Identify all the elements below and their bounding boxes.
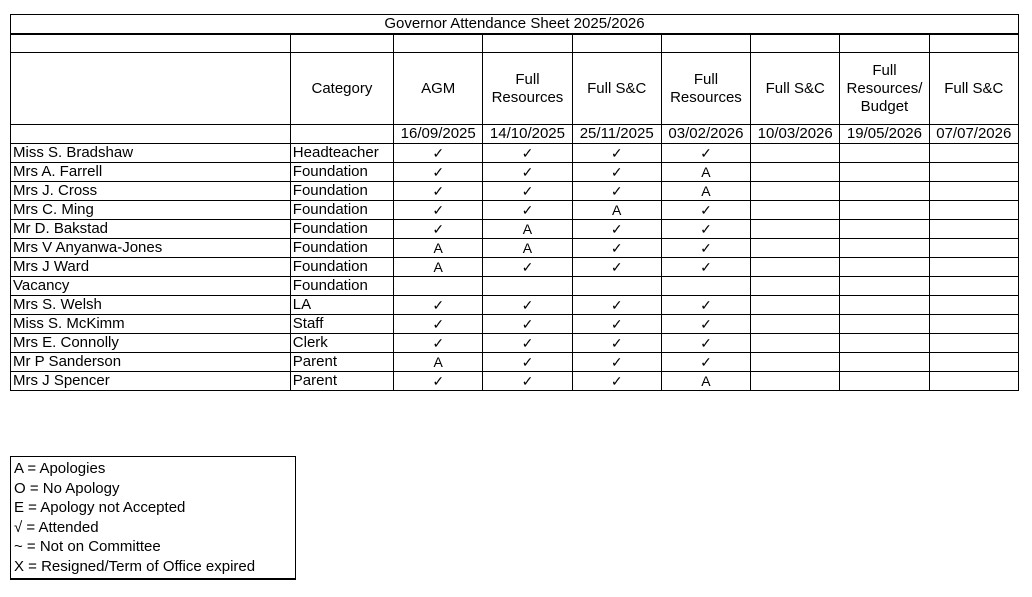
member-category: LA xyxy=(290,296,393,315)
meeting-date: 19/05/2026 xyxy=(840,125,929,144)
meeting-date: 03/02/2026 xyxy=(661,125,750,144)
member-name: Mr D. Bakstad xyxy=(11,220,291,239)
attendance-mark xyxy=(840,277,929,296)
member-row xyxy=(11,182,1019,201)
attendance-mark xyxy=(840,201,929,220)
attendance-mark: ✓ xyxy=(394,201,483,220)
attendance-mark xyxy=(751,163,840,182)
meeting-date: 16/09/2025 xyxy=(394,125,483,144)
attendance-mark: A xyxy=(661,372,750,391)
attendance-mark: ✓ xyxy=(572,353,661,372)
attendance-mark xyxy=(840,163,929,182)
attendance-mark: A xyxy=(394,353,483,372)
legend-item: O = No Apology xyxy=(14,479,120,497)
attendance-mark xyxy=(751,372,840,391)
legend-item: A = Apologies xyxy=(14,460,106,477)
attendance-mark: ✓ xyxy=(661,239,750,258)
member-category: Foundation xyxy=(290,182,393,201)
member-row xyxy=(11,258,1019,277)
attendance-mark: A xyxy=(483,220,572,239)
attendance-mark: ✓ xyxy=(661,144,750,163)
meeting-date: 25/11/2025 xyxy=(572,125,661,144)
attendance-mark xyxy=(483,277,572,296)
date-row xyxy=(11,125,1019,144)
meeting-date: 10/03/2026 xyxy=(751,125,840,144)
attendance-mark: ✓ xyxy=(394,334,483,353)
attendance-mark: A xyxy=(394,258,483,277)
attendance-mark: ✓ xyxy=(483,372,572,391)
attendance-mark: ✓ xyxy=(572,144,661,163)
attendance-mark xyxy=(929,353,1018,372)
attendance-mark: ✓ xyxy=(394,296,483,315)
attendance-mark xyxy=(840,220,929,239)
legend-item: √ = Attended xyxy=(14,518,99,536)
attendance-mark: ✓ xyxy=(394,315,483,334)
member-name: Mrs J Ward xyxy=(11,258,291,277)
attendance-mark xyxy=(929,277,1018,296)
attendance-mark: ✓ xyxy=(394,372,483,391)
member-row xyxy=(11,201,1019,220)
member-category: Parent xyxy=(290,353,393,372)
attendance-mark: A xyxy=(572,201,661,220)
attendance-mark: ✓ xyxy=(661,258,750,277)
attendance-mark: A xyxy=(483,239,572,258)
attendance-mark xyxy=(840,182,929,201)
legend-item: X = Resigned/Term of Office expired xyxy=(14,557,256,575)
attendance-mark xyxy=(840,296,929,315)
attendance-mark xyxy=(840,372,929,391)
member-category: Clerk xyxy=(290,334,393,353)
attendance-mark: ✓ xyxy=(483,201,572,220)
member-category: Headteacher xyxy=(290,144,393,163)
attendance-mark xyxy=(929,220,1018,239)
member-row xyxy=(11,334,1019,353)
attendance-mark: ✓ xyxy=(483,353,572,372)
attendance-mark: ✓ xyxy=(572,315,661,334)
attendance-mark xyxy=(929,296,1018,315)
attendance-mark: ✓ xyxy=(572,220,661,239)
attendance-mark: ✓ xyxy=(572,239,661,258)
attendance-mark xyxy=(929,315,1018,334)
blank-row xyxy=(11,34,1019,53)
attendance-mark xyxy=(751,334,840,353)
member-category: Foundation xyxy=(290,277,393,296)
member-name: Mrs V Anyanwa-Jones xyxy=(11,239,291,258)
member-category: Foundation xyxy=(290,220,393,239)
attendance-mark xyxy=(929,334,1018,353)
member-row xyxy=(11,296,1019,315)
attendance-mark: ✓ xyxy=(483,163,572,182)
sheet-title: Governor Attendance Sheet 2025/2026 xyxy=(11,15,1019,35)
attendance-mark xyxy=(840,334,929,353)
attendance-mark xyxy=(929,182,1018,201)
attendance-mark: A xyxy=(394,239,483,258)
attendance-mark xyxy=(751,182,840,201)
attendance-mark: ✓ xyxy=(394,144,483,163)
legend-item: E = Apology not Accepted xyxy=(14,499,186,516)
attendance-mark: ✓ xyxy=(572,258,661,277)
attendance-mark: ✓ xyxy=(572,296,661,315)
attendance-mark: ✓ xyxy=(483,144,572,163)
meeting-header: Full Resources/ Budget xyxy=(840,53,929,125)
attendance-mark: ✓ xyxy=(394,220,483,239)
meeting-header: Full Resources xyxy=(661,53,750,125)
attendance-mark: ✓ xyxy=(572,163,661,182)
member-name: Mrs A. Farrell xyxy=(11,163,291,182)
member-row xyxy=(11,220,1019,239)
attendance-mark: ✓ xyxy=(394,163,483,182)
meeting-header: Full Resources xyxy=(483,53,572,125)
meeting-header: Full S&C xyxy=(929,53,1018,125)
member-row xyxy=(11,353,1019,372)
category-header: Category xyxy=(290,53,393,125)
attendance-mark: A xyxy=(661,182,750,201)
member-name: Miss S. McKimm xyxy=(11,315,291,334)
attendance-mark: ✓ xyxy=(572,334,661,353)
member-row xyxy=(11,315,1019,334)
legend-item: ~ = Not on Committee xyxy=(14,538,161,555)
member-name: Mrs J Spencer xyxy=(11,372,291,391)
attendance-mark: ✓ xyxy=(572,182,661,201)
attendance-mark xyxy=(751,201,840,220)
member-row xyxy=(11,144,1019,163)
member-row xyxy=(11,372,1019,391)
attendance-mark: ✓ xyxy=(661,353,750,372)
attendance-mark: ✓ xyxy=(661,201,750,220)
attendance-mark: ✓ xyxy=(394,182,483,201)
attendance-mark: ✓ xyxy=(572,372,661,391)
attendance-mark xyxy=(751,220,840,239)
attendance-mark: ✓ xyxy=(483,182,572,201)
member-category: Foundation xyxy=(290,201,393,220)
attendance-mark xyxy=(840,258,929,277)
attendance-mark: ✓ xyxy=(661,296,750,315)
header-row xyxy=(11,53,1019,125)
meeting-header: Full S&C xyxy=(751,53,840,125)
name-header xyxy=(11,53,291,125)
attendance-table xyxy=(10,14,1019,391)
member-name: Mrs E. Connolly xyxy=(11,334,291,353)
member-category: Foundation xyxy=(290,258,393,277)
attendance-mark xyxy=(929,201,1018,220)
attendance-mark: ✓ xyxy=(483,315,572,334)
attendance-mark xyxy=(751,144,840,163)
attendance-mark xyxy=(929,144,1018,163)
attendance-mark: A xyxy=(661,163,750,182)
member-category: Parent xyxy=(290,372,393,391)
attendance-mark xyxy=(751,353,840,372)
member-category: Foundation xyxy=(290,239,393,258)
member-category: Foundation xyxy=(290,163,393,182)
member-name: Mrs C. Ming xyxy=(11,201,291,220)
title-row xyxy=(11,15,1019,35)
member-name: Mr P Sanderson xyxy=(11,353,291,372)
attendance-mark xyxy=(751,277,840,296)
attendance-mark xyxy=(929,239,1018,258)
attendance-mark: ✓ xyxy=(483,334,572,353)
meeting-date: 14/10/2025 xyxy=(483,125,572,144)
attendance-mark xyxy=(929,372,1018,391)
member-name: Mrs S. Welsh xyxy=(11,296,291,315)
legend-box xyxy=(10,456,296,580)
attendance-mark: ✓ xyxy=(483,296,572,315)
member-name: Miss S. Bradshaw xyxy=(11,144,291,163)
attendance-mark xyxy=(929,163,1018,182)
attendance-mark xyxy=(840,353,929,372)
attendance-mark xyxy=(929,258,1018,277)
attendance-mark xyxy=(840,144,929,163)
meeting-header: AGM xyxy=(394,53,483,125)
member-row xyxy=(11,239,1019,258)
member-category: Staff xyxy=(290,315,393,334)
meeting-header: Full S&C xyxy=(572,53,661,125)
attendance-mark xyxy=(840,315,929,334)
attendance-mark xyxy=(661,277,750,296)
attendance-mark: ✓ xyxy=(483,258,572,277)
meeting-date: 07/07/2026 xyxy=(929,125,1018,144)
member-name: Vacancy xyxy=(11,277,291,296)
attendance-mark xyxy=(751,258,840,277)
attendance-mark xyxy=(751,315,840,334)
attendance-mark: ✓ xyxy=(661,334,750,353)
member-name: Mrs J. Cross xyxy=(11,182,291,201)
attendance-mark: ✓ xyxy=(661,220,750,239)
member-row xyxy=(11,277,1019,296)
attendance-mark xyxy=(394,277,483,296)
member-row xyxy=(11,163,1019,182)
attendance-mark xyxy=(840,239,929,258)
attendance-mark xyxy=(751,296,840,315)
attendance-mark: ✓ xyxy=(661,315,750,334)
attendance-mark xyxy=(751,239,840,258)
attendance-mark xyxy=(572,277,661,296)
